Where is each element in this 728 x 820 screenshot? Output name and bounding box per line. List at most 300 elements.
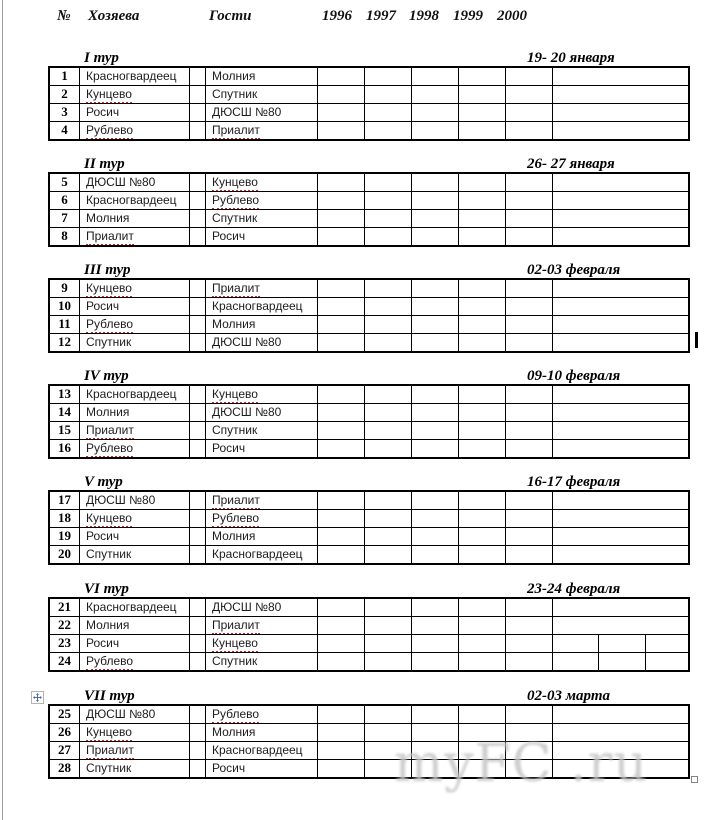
notes-cell[interactable] <box>553 386 688 403</box>
guest-team-name: Красногвардеец <box>212 299 303 313</box>
score-cell-1998[interactable] <box>412 617 459 634</box>
score-cell-1998[interactable] <box>412 316 459 333</box>
host-cell[interactable] <box>80 86 190 103</box>
guest-cell[interactable] <box>206 617 318 634</box>
score-cell-1999[interactable] <box>459 653 506 670</box>
guest-cell[interactable] <box>206 760 318 777</box>
score-cell-1999[interactable] <box>459 174 506 191</box>
score-cell-2000[interactable] <box>506 334 553 351</box>
score-cell-2000[interactable] <box>506 68 553 85</box>
score-cell-1998[interactable] <box>412 386 459 403</box>
match-number-cell[interactable]: 14 <box>50 404 80 421</box>
score-cell-1999[interactable] <box>459 440 506 457</box>
spacer-cell[interactable] <box>190 174 206 191</box>
spacer-cell[interactable] <box>190 104 206 121</box>
notes-cell[interactable] <box>553 653 688 670</box>
score-cell-1998[interactable] <box>412 210 459 227</box>
score-cell-1999[interactable] <box>459 706 506 723</box>
score-cell-1999[interactable] <box>459 228 506 245</box>
score-cell-2000[interactable] <box>506 742 553 759</box>
score-cell-1997[interactable] <box>365 192 412 209</box>
host-cell[interactable] <box>80 386 190 403</box>
host-cell[interactable] <box>80 653 190 670</box>
match-number-cell[interactable]: 11 <box>50 316 80 333</box>
spacer-cell[interactable] <box>190 298 206 315</box>
match-number-cell[interactable]: 1 <box>50 68 80 85</box>
notes-cell[interactable] <box>553 404 688 421</box>
spacer-cell[interactable] <box>190 386 206 403</box>
score-cell-1998[interactable] <box>412 192 459 209</box>
match-number-cell[interactable]: 5 <box>50 174 80 191</box>
score-cell-1998[interactable] <box>412 334 459 351</box>
score-cell-1999[interactable] <box>459 334 506 351</box>
score-cell-1996[interactable] <box>318 546 365 563</box>
score-cell-2000[interactable] <box>506 192 553 209</box>
guest-cell[interactable] <box>206 68 318 85</box>
score-cell-2000[interactable] <box>506 760 553 777</box>
guest-cell[interactable] <box>206 316 318 333</box>
score-cell-2000[interactable] <box>506 546 553 563</box>
score-cell-1996[interactable] <box>318 653 365 670</box>
score-cell-1997[interactable] <box>365 492 412 509</box>
score-cell-1998[interactable] <box>412 724 459 741</box>
score-cell-1998[interactable] <box>412 760 459 777</box>
spacer-cell[interactable] <box>190 86 206 103</box>
host-cell[interactable] <box>80 510 190 527</box>
score-cell-1997[interactable] <box>365 334 412 351</box>
score-cell-1997[interactable] <box>365 546 412 563</box>
notes-subcell[interactable] <box>599 653 646 670</box>
notes-cell[interactable] <box>553 298 688 315</box>
spacer-cell[interactable] <box>190 617 206 634</box>
guest-cell[interactable] <box>206 653 318 670</box>
guest-cell[interactable] <box>206 174 318 191</box>
score-cell-1997[interactable] <box>365 724 412 741</box>
score-cell-1999[interactable] <box>459 192 506 209</box>
score-cell-1997[interactable] <box>365 706 412 723</box>
host-team-name: Рублево <box>86 317 133 333</box>
score-cell-1996[interactable] <box>318 386 365 403</box>
score-cell-1996[interactable] <box>318 280 365 297</box>
score-cell-1997[interactable] <box>365 86 412 103</box>
score-cell-2000[interactable] <box>506 404 553 421</box>
match-number-cell[interactable]: 17 <box>50 492 80 509</box>
score-cell-1999[interactable] <box>459 422 506 439</box>
score-cell-2000[interactable] <box>506 599 553 616</box>
table-row <box>50 403 688 421</box>
score-cell-1996[interactable] <box>318 228 365 245</box>
score-cell-1998[interactable] <box>412 404 459 421</box>
score-cell-1997[interactable] <box>365 298 412 315</box>
spacer-cell[interactable] <box>190 68 206 85</box>
spacer-cell[interactable] <box>190 440 206 457</box>
spacer-cell[interactable] <box>190 546 206 563</box>
score-cell-1996[interactable] <box>318 528 365 545</box>
score-cell-1997[interactable] <box>365 210 412 227</box>
match-number-cell[interactable]: 22 <box>50 617 80 634</box>
match-number-cell[interactable]: 20 <box>50 546 80 563</box>
score-cell-1996[interactable] <box>318 122 365 139</box>
score-cell-1999[interactable] <box>459 210 506 227</box>
score-cell-1997[interactable] <box>365 742 412 759</box>
score-cell-1997[interactable] <box>365 68 412 85</box>
host-cell[interactable] <box>80 68 190 85</box>
notes-cell[interactable] <box>553 316 688 333</box>
notes-cell[interactable] <box>553 528 688 545</box>
host-cell[interactable] <box>80 334 190 351</box>
score-cell-2000[interactable] <box>506 617 553 634</box>
score-cell-1996[interactable] <box>318 86 365 103</box>
host-cell[interactable] <box>80 724 190 741</box>
score-cell-1999[interactable] <box>459 386 506 403</box>
match-number-cell[interactable]: 4 <box>50 122 80 139</box>
match-number-cell[interactable]: 7 <box>50 210 80 227</box>
match-number-cell[interactable]: 19 <box>50 528 80 545</box>
score-cell-1996[interactable] <box>318 510 365 527</box>
score-cell-1996[interactable] <box>318 635 365 652</box>
score-cell-1996[interactable] <box>318 192 365 209</box>
spacer-cell[interactable] <box>190 528 206 545</box>
score-cell-1996[interactable] <box>318 68 365 85</box>
guest-cell[interactable] <box>206 724 318 741</box>
match-number-cell[interactable]: 25 <box>50 706 80 723</box>
notes-cell[interactable] <box>553 635 688 652</box>
notes-cell[interactable] <box>553 599 688 616</box>
score-cell-1997[interactable] <box>365 422 412 439</box>
score-cell-1996[interactable] <box>318 599 365 616</box>
guest-team-name: Рублево <box>212 707 259 723</box>
score-cell-1996[interactable] <box>318 617 365 634</box>
score-cell-2000[interactable] <box>506 422 553 439</box>
score-cell-2000[interactable] <box>506 492 553 509</box>
spacer-cell[interactable] <box>190 599 206 616</box>
guest-cell[interactable] <box>206 422 318 439</box>
score-cell-1998[interactable] <box>412 422 459 439</box>
host-team-name: Красногвардеец <box>86 193 177 207</box>
notes-cell[interactable] <box>553 192 688 209</box>
score-cell-1997[interactable] <box>365 104 412 121</box>
spacer-cell[interactable] <box>190 724 206 741</box>
score-cell-1997[interactable] <box>365 316 412 333</box>
score-cell-1997[interactable] <box>365 386 412 403</box>
score-cell-2000[interactable] <box>506 210 553 227</box>
match-number-cell[interactable]: 3 <box>50 104 80 121</box>
score-cell-1999[interactable] <box>459 742 506 759</box>
spacer-cell[interactable] <box>190 422 206 439</box>
score-cell-1997[interactable] <box>365 653 412 670</box>
notes-cell[interactable] <box>553 86 688 103</box>
score-cell-1998[interactable] <box>412 546 459 563</box>
host-cell[interactable] <box>80 404 190 421</box>
guest-cell[interactable] <box>206 440 318 457</box>
score-cell-2000[interactable] <box>506 316 553 333</box>
guest-cell[interactable] <box>206 280 318 297</box>
score-cell-1997[interactable] <box>365 599 412 616</box>
spacer-cell[interactable] <box>190 492 206 509</box>
notes-cell[interactable] <box>553 760 688 777</box>
score-cell-1998[interactable] <box>412 742 459 759</box>
spacer-cell[interactable] <box>190 404 206 421</box>
score-cell-1999[interactable] <box>459 68 506 85</box>
score-cell-2000[interactable] <box>506 386 553 403</box>
score-cell-1999[interactable] <box>459 617 506 634</box>
score-cell-1998[interactable] <box>412 122 459 139</box>
score-cell-2000[interactable] <box>506 724 553 741</box>
guest-cell[interactable] <box>206 386 318 403</box>
score-cell-1998[interactable] <box>412 298 459 315</box>
guest-cell[interactable] <box>206 599 318 616</box>
score-cell-1998[interactable] <box>412 440 459 457</box>
host-cell[interactable] <box>80 635 190 652</box>
score-cell-1998[interactable] <box>412 280 459 297</box>
guest-team-name: ДЮСШ №80 <box>212 600 282 614</box>
score-cell-1999[interactable] <box>459 404 506 421</box>
notes-cell[interactable] <box>553 334 688 351</box>
match-number-cell[interactable]: 21 <box>50 599 80 616</box>
score-cell-1997[interactable] <box>365 280 412 297</box>
spacer-cell[interactable] <box>190 653 206 670</box>
guest-cell[interactable] <box>206 528 318 545</box>
host-cell[interactable] <box>80 192 190 209</box>
score-cell-1999[interactable] <box>459 492 506 509</box>
spacer-cell[interactable] <box>190 228 206 245</box>
notes-subcell[interactable] <box>646 635 688 652</box>
score-cell-1999[interactable] <box>459 510 506 527</box>
notes-cell[interactable] <box>553 742 688 759</box>
host-cell[interactable] <box>80 546 190 563</box>
guest-cell[interactable] <box>206 404 318 421</box>
table-resize-handle[interactable] <box>691 776 698 783</box>
score-cell-1997[interactable] <box>365 122 412 139</box>
guest-team-name: Молния <box>212 725 256 739</box>
guest-cell[interactable] <box>206 104 318 121</box>
notes-cell[interactable] <box>553 440 688 457</box>
score-cell-1997[interactable] <box>365 528 412 545</box>
host-cell[interactable] <box>80 599 190 616</box>
host-cell[interactable] <box>80 104 190 121</box>
spacer-cell[interactable] <box>190 510 206 527</box>
guest-cell[interactable] <box>206 86 318 103</box>
score-cell-1999[interactable] <box>459 104 506 121</box>
notes-subcell[interactable] <box>599 635 646 652</box>
score-cell-1999[interactable] <box>459 298 506 315</box>
notes-cell[interactable] <box>553 492 688 509</box>
score-cell-1996[interactable] <box>318 760 365 777</box>
notes-cell[interactable] <box>553 546 688 563</box>
match-number-cell[interactable]: 28 <box>50 760 80 777</box>
spacer-cell[interactable] <box>190 706 206 723</box>
score-cell-2000[interactable] <box>506 228 553 245</box>
score-cell-2000[interactable] <box>506 653 553 670</box>
score-cell-2000[interactable] <box>506 706 553 723</box>
guest-cell[interactable] <box>206 546 318 563</box>
guest-cell[interactable] <box>206 298 318 315</box>
match-number-cell[interactable]: 13 <box>50 386 80 403</box>
notes-cell[interactable] <box>553 68 688 85</box>
score-cell-1998[interactable] <box>412 68 459 85</box>
notes-cell[interactable] <box>553 724 688 741</box>
notes-cell[interactable] <box>553 280 688 297</box>
notes-subcell[interactable] <box>553 653 599 670</box>
host-cell[interactable] <box>80 760 190 777</box>
host-cell[interactable] <box>80 122 190 139</box>
score-cell-1996[interactable] <box>318 440 365 457</box>
score-cell-2000[interactable] <box>506 298 553 315</box>
guest-cell[interactable] <box>206 192 318 209</box>
notes-cell[interactable] <box>553 210 688 227</box>
score-cell-1996[interactable] <box>318 492 365 509</box>
guest-cell[interactable] <box>206 122 318 139</box>
host-cell[interactable] <box>80 528 190 545</box>
host-cell[interactable] <box>80 422 190 439</box>
match-number-cell[interactable]: 10 <box>50 298 80 315</box>
notes-cell[interactable] <box>553 617 688 634</box>
match-number-cell[interactable]: 27 <box>50 742 80 759</box>
host-cell[interactable] <box>80 280 190 297</box>
match-number-cell[interactable]: 24 <box>50 653 80 670</box>
match-number-cell[interactable]: 23 <box>50 635 80 652</box>
spacer-cell[interactable] <box>190 635 206 652</box>
score-cell-2000[interactable] <box>506 174 553 191</box>
guest-cell[interactable] <box>206 228 318 245</box>
match-number-cell[interactable]: 18 <box>50 510 80 527</box>
spacer-cell[interactable] <box>190 280 206 297</box>
spacer-cell[interactable] <box>190 192 206 209</box>
match-number-cell[interactable]: 2 <box>50 86 80 103</box>
score-cell-1997[interactable] <box>365 617 412 634</box>
score-cell-1998[interactable] <box>412 86 459 103</box>
score-cell-2000[interactable] <box>506 86 553 103</box>
score-cell-2000[interactable] <box>506 104 553 121</box>
guest-team-name: Красногвардеец <box>212 743 303 757</box>
notes-subcell[interactable] <box>646 653 688 670</box>
score-cell-1999[interactable] <box>459 724 506 741</box>
score-cell-1998[interactable] <box>412 528 459 545</box>
host-cell[interactable] <box>80 706 190 723</box>
match-number-cell[interactable]: 15 <box>50 422 80 439</box>
spacer-cell[interactable] <box>190 742 206 759</box>
host-cell[interactable] <box>80 492 190 509</box>
score-cell-1998[interactable] <box>412 228 459 245</box>
match-number-cell[interactable]: 9 <box>50 280 80 297</box>
guest-cell[interactable] <box>206 510 318 527</box>
score-cell-1997[interactable] <box>365 635 412 652</box>
score-cell-1996[interactable] <box>318 724 365 741</box>
notes-cell[interactable] <box>553 104 688 121</box>
notes-cell[interactable] <box>553 228 688 245</box>
score-cell-1996[interactable] <box>318 334 365 351</box>
guest-cell[interactable] <box>206 635 318 652</box>
table-row <box>50 103 688 121</box>
host-cell[interactable] <box>80 174 190 191</box>
score-cell-1999[interactable] <box>459 599 506 616</box>
score-cell-1997[interactable] <box>365 228 412 245</box>
score-cell-1996[interactable] <box>318 210 365 227</box>
score-cell-1999[interactable] <box>459 635 506 652</box>
match-number-cell[interactable]: 8 <box>50 228 80 245</box>
score-cell-1999[interactable] <box>459 760 506 777</box>
score-cell-1998[interactable] <box>412 492 459 509</box>
notes-cell[interactable] <box>553 174 688 191</box>
host-team-name: Красногвардеец <box>86 387 177 401</box>
score-cell-1996[interactable] <box>318 104 365 121</box>
host-cell[interactable] <box>80 210 190 227</box>
notes-cell[interactable] <box>553 422 688 439</box>
score-cell-1998[interactable] <box>412 635 459 652</box>
score-cell-1998[interactable] <box>412 706 459 723</box>
score-cell-2000[interactable] <box>506 635 553 652</box>
guest-cell[interactable] <box>206 334 318 351</box>
score-cell-1997[interactable] <box>365 174 412 191</box>
tour-table-4 <box>48 384 690 459</box>
score-cell-1998[interactable] <box>412 104 459 121</box>
score-cell-1999[interactable] <box>459 86 506 103</box>
host-cell[interactable] <box>80 742 190 759</box>
guest-cell[interactable] <box>206 210 318 227</box>
guest-cell[interactable] <box>206 706 318 723</box>
score-cell-1999[interactable] <box>459 546 506 563</box>
notes-cell[interactable] <box>553 510 688 527</box>
host-cell[interactable] <box>80 440 190 457</box>
match-number-cell[interactable]: 16 <box>50 440 80 457</box>
score-cell-1999[interactable] <box>459 528 506 545</box>
spacer-cell[interactable] <box>190 210 206 227</box>
score-cell-1996[interactable] <box>318 404 365 421</box>
spacer-cell[interactable] <box>190 316 206 333</box>
score-cell-1998[interactable] <box>412 599 459 616</box>
score-cell-1996[interactable] <box>318 706 365 723</box>
table-move-handle[interactable] <box>31 691 44 704</box>
score-cell-1996[interactable] <box>318 174 365 191</box>
score-cell-1998[interactable] <box>412 510 459 527</box>
score-cell-1997[interactable] <box>365 404 412 421</box>
host-team-name: Спутник <box>86 335 132 349</box>
match-number-cell[interactable]: 12 <box>50 334 80 351</box>
score-cell-2000[interactable] <box>506 528 553 545</box>
spacer-cell[interactable] <box>190 760 206 777</box>
score-cell-2000[interactable] <box>506 510 553 527</box>
score-cell-1999[interactable] <box>459 122 506 139</box>
host-cell[interactable] <box>80 228 190 245</box>
score-cell-2000[interactable] <box>506 122 553 139</box>
score-cell-2000[interactable] <box>506 440 553 457</box>
score-cell-2000[interactable] <box>506 280 553 297</box>
score-cell-1996[interactable] <box>318 422 365 439</box>
guest-cell[interactable] <box>206 492 318 509</box>
score-cell-1998[interactable] <box>412 174 459 191</box>
host-cell[interactable] <box>80 617 190 634</box>
score-cell-1999[interactable] <box>459 316 506 333</box>
match-number-cell[interactable]: 26 <box>50 724 80 741</box>
notes-cell[interactable] <box>553 706 688 723</box>
guest-cell[interactable] <box>206 742 318 759</box>
host-cell[interactable] <box>80 316 190 333</box>
spacer-cell[interactable] <box>190 334 206 351</box>
score-cell-1996[interactable] <box>318 298 365 315</box>
score-cell-1999[interactable] <box>459 280 506 297</box>
notes-subcell[interactable] <box>553 635 599 652</box>
score-cell-1997[interactable] <box>365 760 412 777</box>
score-cell-1996[interactable] <box>318 316 365 333</box>
score-cell-1998[interactable] <box>412 653 459 670</box>
match-number-cell[interactable]: 6 <box>50 192 80 209</box>
score-cell-1997[interactable] <box>365 510 412 527</box>
score-cell-1996[interactable] <box>318 742 365 759</box>
notes-cell[interactable] <box>553 122 688 139</box>
score-cell-1997[interactable] <box>365 440 412 457</box>
host-cell[interactable] <box>80 298 190 315</box>
spacer-cell[interactable] <box>190 122 206 139</box>
